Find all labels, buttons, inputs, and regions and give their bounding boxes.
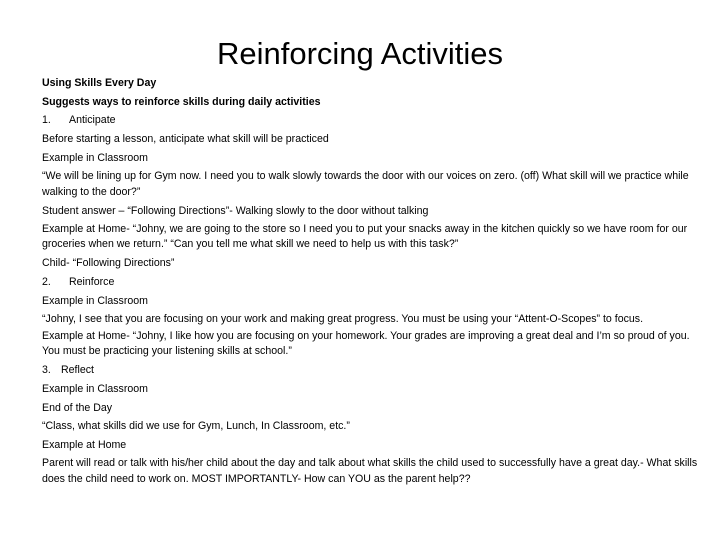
text-line: Before starting a lesson, anticipate what skill will be practiced: [42, 133, 329, 146]
text-line: Example at Home: [42, 439, 127, 452]
text-line: “Johny, I see that you are focusing on your work and making great progress. You must be using your “Attent-O-Scopes” to focus.: [42, 312, 644, 325]
slide-body: [42, 74, 702, 489]
text-line: “We will be lining up for Gym now. I need you to walk slowly towards the door with our voices on zero. (off) What skill will we practice while walking to the door?”: [42, 170, 689, 198]
heading-using-skills: Using Skills Every Day: [42, 77, 157, 89]
text-line: Example at Home- “Johny, I like how you are focusing on your homework. Your grades are improving a great deal and I’m so proud of you. You must be practicing your listening skills at school.”: [42, 329, 690, 358]
step-number: 1.: [42, 114, 51, 127]
step-label: Anticipate: [69, 114, 116, 127]
step-number: 2.: [42, 275, 51, 288]
text-line: Example in Classroom: [42, 383, 148, 396]
text-line: Example in Classroom: [42, 294, 148, 307]
text-line: End of the Day: [42, 401, 113, 414]
text-line: “Class, what skills did we use for Gym, Lunch, In Classroom, etc.”: [42, 420, 350, 433]
subheading-suggests: Suggests ways to reinforce skills during daily activities: [42, 95, 321, 108]
step-label: Reinforce: [69, 275, 115, 288]
step-anticipate: [42, 111, 702, 130]
step-reflect: [42, 361, 702, 380]
step-number: 3.: [42, 364, 51, 377]
text-line: Example in Classroom: [42, 151, 148, 164]
text-line: Example at Home- “Johny, we are going to the store so I need you to put your snacks away in the kitchen quickly so we have room for our groceries when we return.” “Can you tell me what skill we need to help us with this task?”: [42, 222, 688, 251]
slide-title: Reinforcing Activities: [216, 36, 503, 71]
text-line: Parent will read or talk with his/her child about the day and talk about what skills the child used to successfully have a great day.- What skills does the child need to work on. MOST IMPORTANTLY- How can YOU as the parent help??: [42, 457, 698, 485]
text-line: Student answer – “Following Directions”- Walking slowly to the door without talking: [42, 204, 429, 217]
step-reinforce: [42, 273, 702, 292]
step-label: Reflect: [61, 364, 94, 377]
text-line: Child- “Following Directions”: [42, 257, 175, 270]
